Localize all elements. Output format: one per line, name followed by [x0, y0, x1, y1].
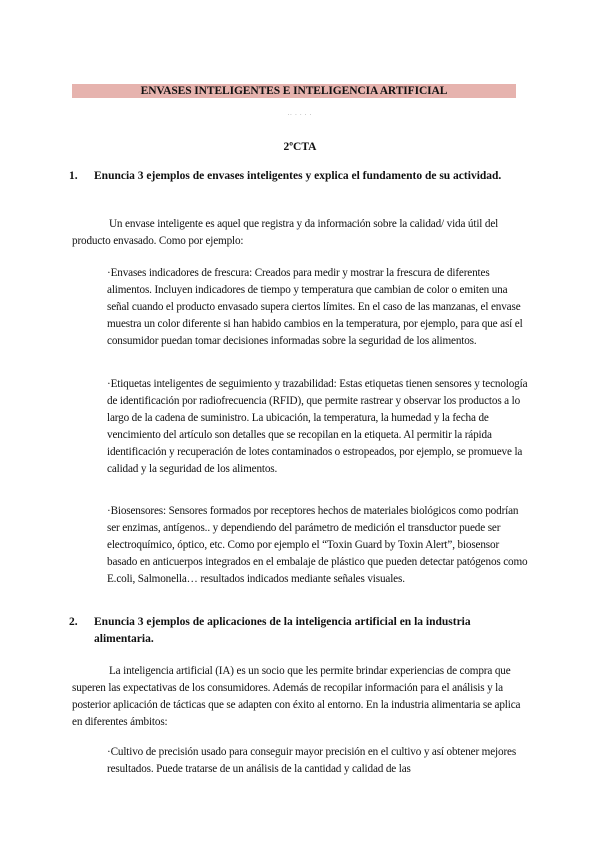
answer-1-item-2: ·Etiquetas inteligentes de seguimiento y trazabilidad: Estas etiquetas tienen sensores y tecnología de identificación por radiofrecuencia (RFID), que permite rastrear y observar los productos a lo largo de la cadena de suministro. La ubicación, la temperatura, la humedad y la fecha de vencimiento del artículo son detalles que se recopilan en la etiqueta. Al permitir la rápida identificación y recuperación de lotes contaminados o estropeados, por ejemplo, se promueve la calidad y la seguridad de los alimentos.: [107, 378, 528, 475]
course-label: 2ºCTA: [283, 141, 317, 153]
answer-1-item-3: ·Biosensores: Sensores formados por receptores hechos de materiales biológicos como podrían ser enzimas, antígenos.. y dependiendo del parámetro de medición el transductor puede ser electroquímico, óptico, etc. Como por ejemplo el “Toxin Guard by Toxin Alert”, biosensor basado en anticuerpos integrados en el embalaje de plástico que pueden detectar patógenos como E.coli, Salmonella… resultados indicados mediante señales visuales.: [107, 505, 528, 585]
author-line: ·· · · · ·: [287, 113, 313, 118]
question-1: [69, 168, 524, 185]
answer-2-item-1: ·Cultivo de precisión usado para conseguir mayor precisión en el cultivo y así obtener mejores resultados. Puede tratarse de un análisis de la cantidad y calidad de las: [107, 746, 517, 775]
question-2-number: 2.: [69, 616, 78, 628]
answer-2-intro: La inteligencia artificial (IA) es un socio que les permite brindar experiencias de compra que superen las expectativas de los consumidores. Además de recopilar información para el análisis y la posterior aplicación de tácticas que se adapten con éxito al entorno. En la industria alimentaria se aplica en diferentes ámbitos:: [72, 665, 521, 728]
question-1-text: Enuncia 3 ejemplos de envases inteligentes y explica el fundamento de su actividad.: [94, 170, 502, 182]
answer-1-item-1: ·Envases indicadores de frescura: Creados para medir y mostrar la frescura de diferentes alimentos. Incluyen indicadores de tiempo y temperatura que cambian de color o emiten una señal cuando el producto envasado supera ciertos límites. En el caso de las manzanas, el envase muestra un color diferente si han habido cambios en la temperatura, por ejemplo, para que así el consumidor puedan tomar decisiones informadas sobre la seguridad de los alimentos.: [107, 267, 523, 347]
question-2: [69, 614, 524, 648]
document-title: ENVASES INTELIGENTES E INTELIGENCIA ARTIFICIAL: [140, 85, 448, 97]
question-1-number: 1.: [69, 170, 78, 182]
answer-1-intro: Un envase inteligente es aquel que registra y da información sobre la calidad/ vida útil del producto envasado. Como por ejemplo:: [72, 218, 499, 247]
question-2-text: Enuncia 3 ejemplos de aplicaciones de la inteligencia artificial en la industria alimentaria.: [94, 616, 471, 645]
